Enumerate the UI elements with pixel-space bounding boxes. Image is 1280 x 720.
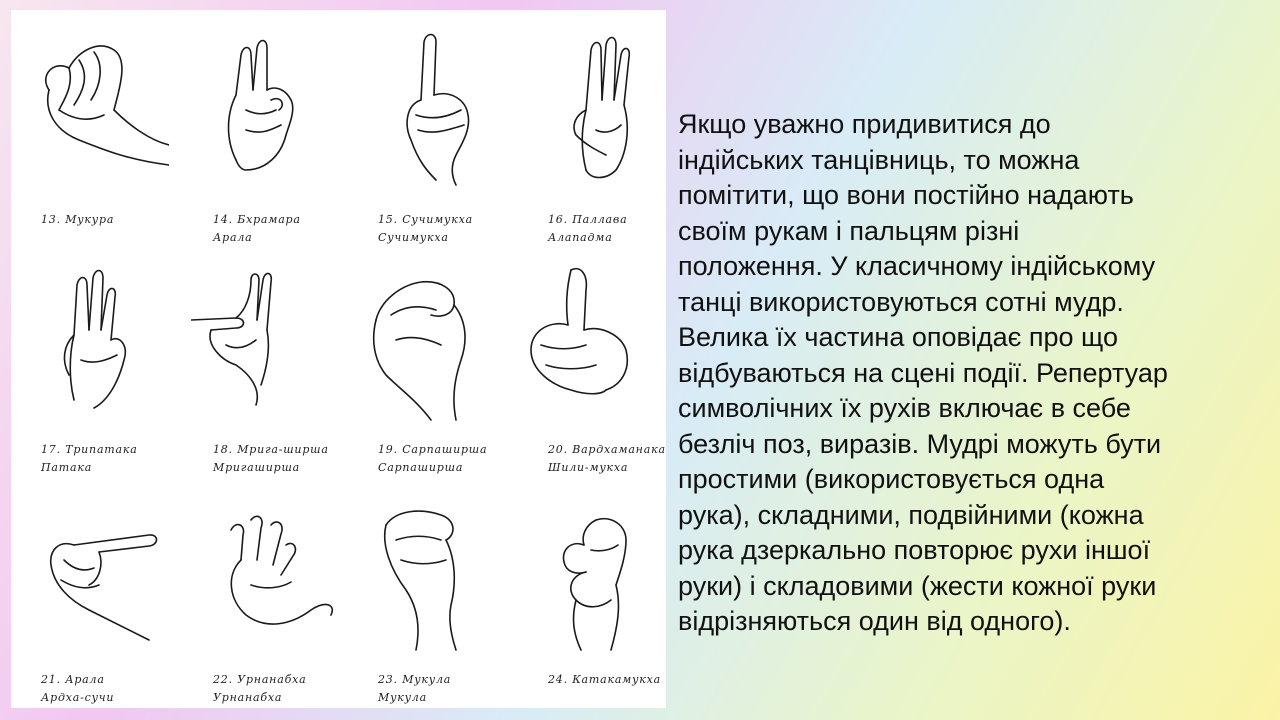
paragraph-line: руки) і складовими (жести кожної руки [678, 570, 1157, 601]
paragraph-line: помітити, що вони постійно надають [678, 180, 1134, 210]
mudra-cell-24 [526, 490, 676, 720]
mudra-cell-22 [191, 490, 341, 720]
mudra-label-primary: 21. Арала [41, 673, 105, 686]
mudra-label-secondary: Мригаширша [213, 461, 301, 474]
mudra-label-secondary: Сарпаширша [378, 461, 464, 474]
mudra-label-primary: 18. Мрига-ширша [213, 443, 329, 456]
mudra-cell-16 [526, 30, 676, 260]
mudra-label-secondary: Сучимукха [378, 231, 449, 244]
mudra-label-primary: 24. Катакамукха [548, 673, 662, 686]
description-paragraph [678, 107, 1268, 640]
paragraph-line: танці використовуються сотні мудр. [678, 286, 1124, 317]
hand-drawing-mukula [356, 490, 506, 670]
hand-drawing-sarpashirsha [356, 260, 506, 440]
mudra-label-primary: 20. Вардхаманака [548, 443, 666, 456]
mudra-cell-18 [191, 260, 341, 490]
paragraph-line: положення. У класичному індійському [678, 251, 1156, 281]
mudra-cell-17 [19, 260, 169, 490]
mudra-label-primary: 15. Сучимукха [378, 213, 473, 226]
mudra-label-secondary: Алападма [548, 231, 613, 244]
paragraph-line: символічних їх рухів включає в себе [678, 393, 1131, 423]
mudra-label-primary: 19. Сарпаширша [378, 443, 488, 456]
paragraph-line: безліч поз, виразів. Мудрі можуть бути [678, 428, 1162, 459]
paragraph-line: Якщо уважно придивитися до [678, 109, 1051, 139]
paragraph-line: Велика їх частина оповідає про що [678, 322, 1118, 352]
mudra-label-secondary: Арала [213, 231, 253, 244]
paragraph-line: рука дзеркально повторює рухи іншої [678, 535, 1151, 565]
mudra-label-secondary: Мукула [378, 691, 427, 704]
paragraph-line: індійських танцівниць, то можна [678, 144, 1080, 175]
hand-drawing-pallava [526, 30, 676, 210]
hand-drawing-mukura [19, 30, 169, 210]
mudra-cell-13 [19, 30, 169, 260]
hand-drawing-bhramara [191, 30, 341, 210]
mudra-label-secondary: Урнанабха [213, 691, 283, 704]
hand-drawing-suchimukha [356, 30, 506, 210]
paragraph-line: відрізняються один від одного). [678, 606, 1071, 636]
hand-drawing-arala [19, 490, 169, 670]
mudra-label-primary: 13. Мукура [41, 213, 115, 226]
mudra-cell-14 [191, 30, 341, 260]
mudra-cell-23 [356, 490, 506, 720]
mudra-label-primary: 23. Мукула [378, 673, 452, 686]
mudra-label-primary: 16. Паллава [548, 213, 628, 226]
paragraph-line: відбуваються на сцені події. Репертуар [678, 357, 1168, 388]
mudra-label-secondary: Ардха-сучи [41, 691, 115, 704]
hand-drawing-vardhamanaka [526, 260, 676, 440]
mudra-cell-19 [356, 260, 506, 490]
mudra-illustration-panel [11, 10, 666, 708]
mudra-cell-15 [356, 30, 506, 260]
mudra-label-secondary: Патака [41, 461, 93, 474]
hand-drawing-katakamukha [526, 490, 676, 670]
mudra-label-primary: 22. Урнанабха [213, 673, 307, 686]
hand-drawing-urnanabha [191, 490, 341, 670]
mudra-label-primary: 17. Трипатака [41, 443, 138, 456]
mudra-cell-21 [19, 490, 169, 720]
mudra-label-primary: 14. Бхрамара [213, 213, 301, 226]
hand-drawing-tripataka [19, 260, 169, 440]
mudra-cell-20 [526, 260, 676, 490]
paragraph-line: своїм рукам і пальцям різні [678, 215, 1020, 246]
hand-drawing-mriga-shirsha [191, 260, 341, 440]
mudra-label-secondary: Шили-мукха [548, 461, 629, 474]
paragraph-line: простими (використовується одна [678, 464, 1105, 494]
paragraph-line: рука), складними, подвійними (кожна [678, 499, 1144, 530]
